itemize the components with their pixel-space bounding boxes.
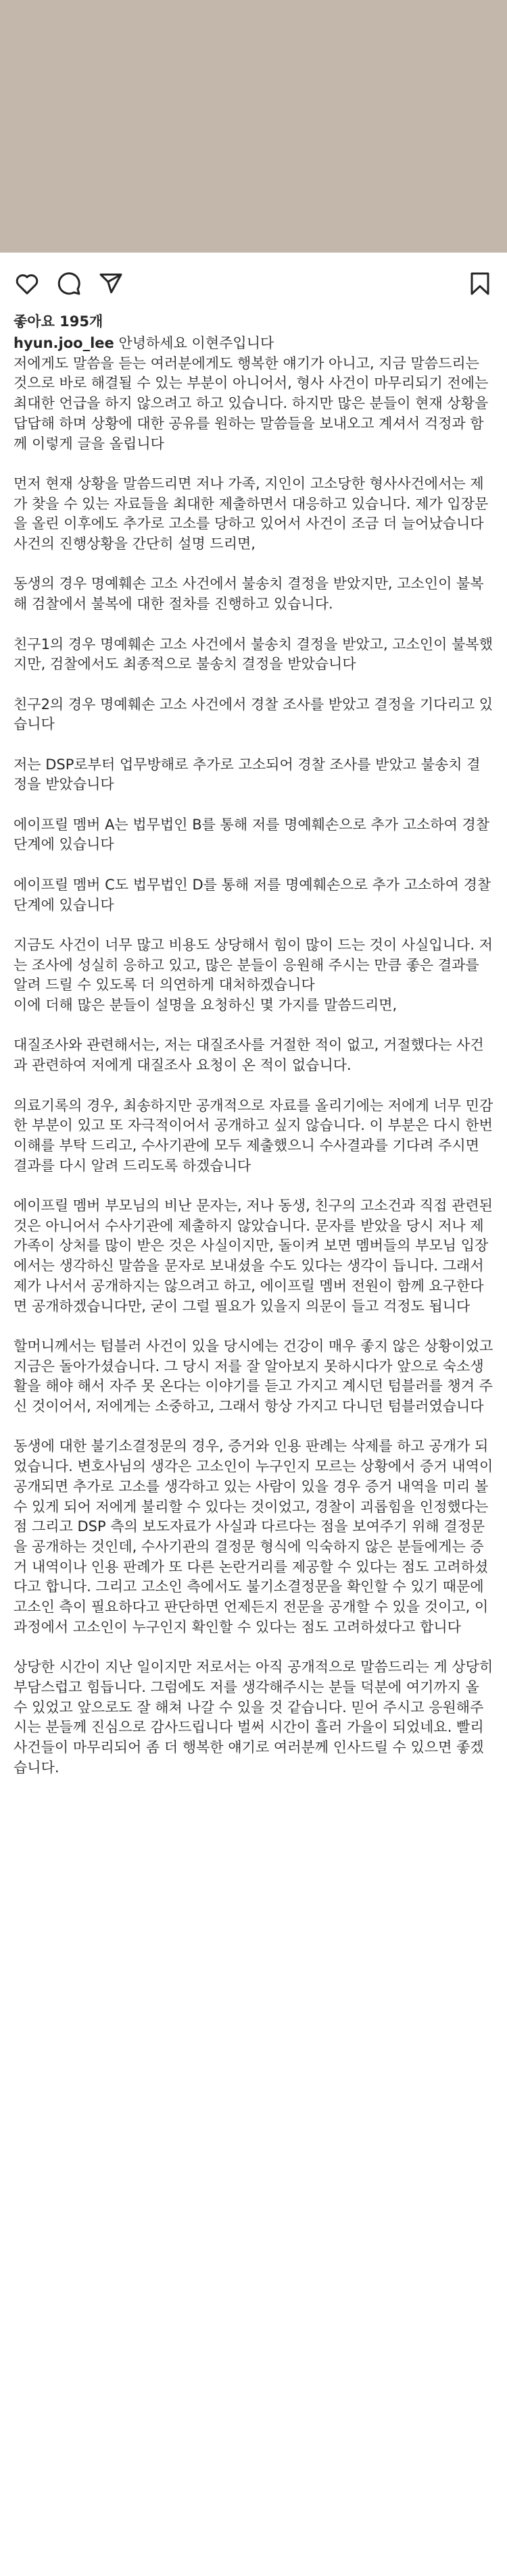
caption-paragraph: 에이프릴 멤버 A는 법무법인 B를 통해 저를 명예훼손으로 추가 고소하여 경찰 단계에 있습니다 bbox=[14, 816, 490, 853]
caption-paragraph: 에이프릴 멤버 C도 법무법인 D를 통해 저를 명예훼손으로 추가 고소하여 경찰 단계에 있습니다 bbox=[14, 876, 491, 913]
caption-paragraph: 지금도 사건이 너무 많고 비용도 상당해서 힘이 많이 드는 것이 사실입니다. 저는 조사에 성실히 응하고 있고, 많은 분들이 응원해 주시는 만큼 좋은 결과를 알려 드릴 수 있도록 더 의연하게 대처하겠습니다 이에 더해 많은 분들이 설명을 요청하신 몇 가지를 말씀드리면, bbox=[14, 936, 493, 1014]
comment-icon[interactable] bbox=[55, 270, 82, 297]
post-caption bbox=[0, 334, 507, 1778]
caption-paragraph: 저는 DSP로부터 업무방해로 추가로 고소되어 경찰 조사를 받았고 불송치 결정을 받았습니다 bbox=[14, 756, 481, 793]
username[interactable]: hyun.joo_lee bbox=[14, 335, 114, 351]
caption-text: 안녕하세요 이현주입니다 저에게도 말씀을 듣는 여러분에게도 행복한 얘기가 아니고, 지금 말씀드리는 것으로 바로 해결될 수 있는 부분이 아니어서, 형사 사건이 마무리되기 전에는 최대한 언급을 하지 않으려고 하고 있습니다. 하지만 많은 분들이 현재 상황을 답답해 하며 상황에 대한 공유를 원하는 말씀들을 보내오고 계셔서 걱정과 함께 이렇게 글을 올립니다 bbox=[14, 335, 489, 452]
post-image[interactable] bbox=[0, 0, 507, 253]
caption-paragraph: 에이프릴 멤버 부모님의 비난 문자는, 저나 동생, 친구의 고소건과 직접 관련된 것은 아니어서 수사기관에 제출하지 않았습니다. 문자를 받았을 당시 저나 제 가족이 상처를 많이 받은 것은 사실이지만, 돌이켜 보면 멤버들의 부모님 입장에서는 생각하신 말씀을 문자로 보내셨을 수도 있다는 생각이 듭니다. 그래서 제가 나서서 공개하지는 않으려고 하고, 에이프릴 멤버 전원이 함께 요구한다면 공개하겠습니다만, 굳이 그럴 필요가 있을지 의문이 들고 걱정도 됩니다 bbox=[14, 1197, 493, 1314]
caption-paragraph: 동생에 대한 불기소결정문의 경우, 증거와 인용 판례는 삭제를 하고 공개가 되었습니다. 변호사님의 생각은 고소인이 누구인지 모르는 상황에서 증거 내역이 공개되면 추가로 고소를 생각하고 있는 사람이 있을 경우 증거 내역을 미리 볼 수 있게 되어 저에게 불리할 수 있다는 것이었고, 경찰이 괴롭힘을 인정했다는 점 그리고 DSP 측의 보도자료가 사실과 다르다는 점을 보여주기 위해 결정문을 공개하는 것인데, 수사기관의 결정문 형식에 익숙하지 않은 분들에게는 증거 내역이나 인용 판례가 또 다른 논란거리를 제공할 수 있다는 점도 고려하셨다고 합니다. 그리고 고소인 측에서도 불기소결정문을 확인할 수 있기 때문에 고소인 측이 필요하다고 판단하면 언제든지 전문을 공개할 수 있을 것이고, 이 과정에서 고소인이 누구인지 확인할 수 있다는 점도 고려하셨다고 합니다 bbox=[14, 1438, 493, 1635]
caption-paragraph: 할머니께서는 텀블러 사건이 있을 당시에는 건강이 매우 좋지 않은 상황이었고 지금은 돌아가셨습니다. 그 당시 저를 잘 알아보지 못하시다가 앞으로 숙소생활을 해야 해서 자주 못 온다는 이야기를 듣고 가지고 계시던 텀블러를 챙겨 주신 것이어서, 저에게는 소중하고, 그래서 항상 가지고 다니던 텀블러였습니다 bbox=[14, 1337, 493, 1415]
caption-paragraph: 의료기록의 경우, 최송하지만 공개적으로 자료를 올리기에는 저에게 너무 민감한 부분이 있고 또 자극적이어서 공개하고 싶지 않습니다. 이 부분은 다시 한번 이해를 부탁 드리고, 수사기관에 모두 제출했으니 수사결과를 기다려 주시면 결과를 다시 알려 드리도록 하겠습니다 bbox=[14, 1097, 493, 1174]
caption-paragraph: 친구1의 경우 명예훼손 고소 사건에서 불송치 결정을 받았고, 고소인이 불복했지만, 검찰에서도 최종적으로 불송치 결정을 받았습니다 bbox=[14, 636, 493, 673]
caption-paragraph bbox=[14, 334, 493, 454]
post-action-bar bbox=[0, 253, 507, 309]
caption-paragraph: 먼저 현재 상황을 말씀드리면 저나 가족, 지인이 고소당한 형사사건에서는 제가 찾을 수 있는 자료들을 최대한 제출하면서 대응하고 있습니다. 제가 입장문을 올린 이후에도 추가로 고소를 당하고 있어서 사건이 조금 더 늘어났습니다 사건의 진행상황을 간단히 설명 드리면, bbox=[14, 475, 489, 552]
caption-paragraph: 상당한 시간이 지난 일이지만 저로서는 아직 공개적으로 말씀드리는 게 상당히 부담스럽고 힘듭니다. 그럼에도 저를 생각해주시는 분들 덕분에 여기까지 올 수 있었고 앞으로도 잘 해쳐 나갈 수 있을 것 같습니다. 믿어 주시고 응원해주시는 분들께 진심으로 감사드립니다 벌써 시간이 흘러 가을이 되었네요. 빨리 사건들이 마무리되어 좀 더 행복한 얘기로 여러분께 인사드릴 수 있으면 좋겠습니다. bbox=[14, 1659, 493, 1776]
like-count[interactable]: 좋아요 195개 bbox=[14, 313, 103, 330]
caption-paragraph: 친구2의 경우 명예훼손 고소 사건에서 경찰 조사를 받았고 결정을 기다리고 있습니다 bbox=[14, 696, 493, 733]
bookmark-icon[interactable] bbox=[466, 270, 493, 297]
send-icon[interactable] bbox=[97, 270, 124, 297]
caption-paragraph: 동생의 경우 명예훼손 고소 사건에서 불송치 결정을 받았지만, 고소인이 불복해 검찰에서 불복에 대한 절차를 진행하고 있습니다. bbox=[14, 575, 484, 613]
caption-paragraph: 대질조사와 관련해서는, 저는 대질조사를 거절한 적이 없고, 거절했다는 사건과 관련하여 저에게 대질조사 요청이 온 적이 없습니다. bbox=[14, 1037, 484, 1074]
heart-icon[interactable] bbox=[14, 270, 41, 297]
